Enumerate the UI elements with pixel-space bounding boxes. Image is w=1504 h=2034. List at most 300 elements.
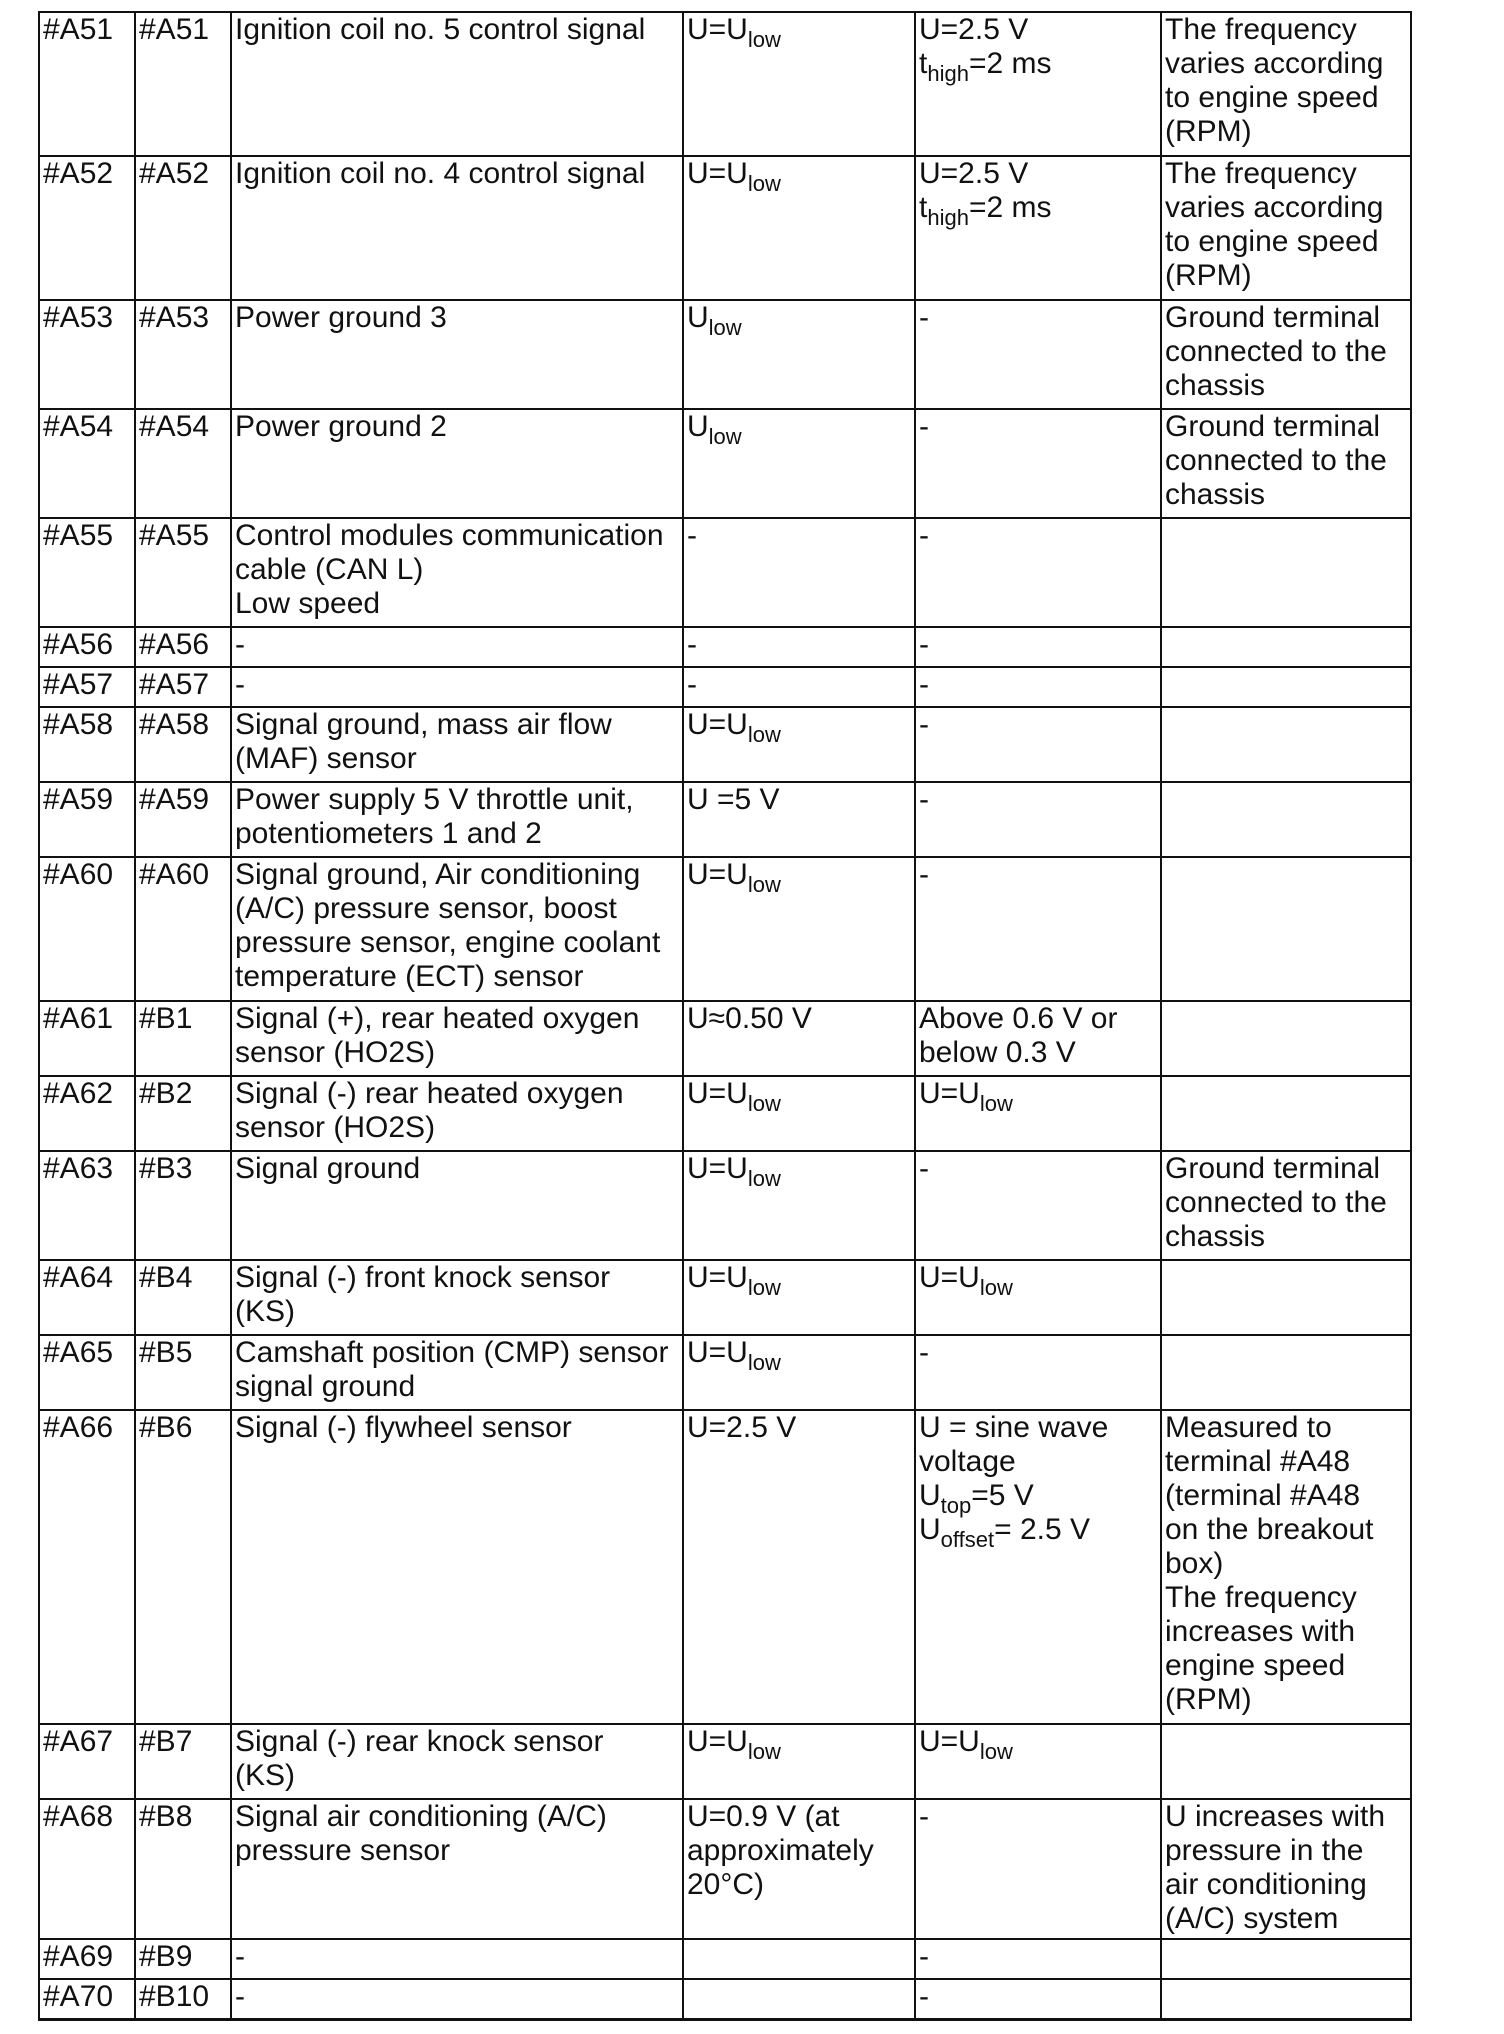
description-line: Signal (-) front knock sensor xyxy=(235,1261,611,1294)
measured-value-cell xyxy=(915,518,1161,627)
nominal-value-value-subscript: low xyxy=(747,1275,781,1300)
nominal-value-cell xyxy=(683,156,915,300)
pin-b-cell xyxy=(135,1151,231,1260)
description-cell xyxy=(231,1151,683,1260)
nominal-value-cell xyxy=(683,12,915,156)
note-cell xyxy=(1161,12,1411,156)
pin-b-cell xyxy=(135,518,231,627)
pin-b-label: #B4 xyxy=(139,1261,193,1294)
description-line: cable (CAN L) xyxy=(235,553,424,586)
note-line: varies according xyxy=(1165,191,1384,224)
note-cell xyxy=(1161,627,1411,667)
measured-value-line-subscript: high xyxy=(927,205,969,230)
nominal-value-value-base: U=U xyxy=(687,1152,748,1185)
pin-b-cell xyxy=(135,1939,231,1979)
measured-value-line xyxy=(919,1513,1156,1552)
pin-b-cell xyxy=(135,300,231,409)
note-line: to engine speed xyxy=(1165,81,1379,114)
measured-value-line-suffix: = 2.5 V xyxy=(994,1513,1090,1546)
note-line: box) xyxy=(1165,1547,1224,1580)
note-cell xyxy=(1161,1724,1411,1799)
note-line: chassis xyxy=(1165,1220,1266,1253)
nominal-value-cell xyxy=(683,1939,915,1979)
description-cell xyxy=(231,1979,683,2019)
pin-a-cell xyxy=(39,1001,135,1076)
pin-b-label: #B8 xyxy=(139,1800,193,1833)
note-line: chassis xyxy=(1165,369,1266,402)
pin-b-label: #A60 xyxy=(139,858,210,891)
pin-a-label: #A62 xyxy=(43,1077,114,1110)
pin-b-cell xyxy=(135,782,231,857)
nominal-value-value-base: U=U xyxy=(687,1336,748,1369)
note-cell xyxy=(1161,857,1411,1001)
measured-value-line-suffix: =2 ms xyxy=(968,47,1052,80)
pin-a-cell xyxy=(39,627,135,667)
description-line: Control modules communication xyxy=(235,519,664,552)
pin-b-label: #A53 xyxy=(139,301,210,334)
pin-a-cell xyxy=(39,857,135,1001)
description-line: Signal (+), rear heated oxygen xyxy=(235,1002,640,1035)
note-line: engine speed xyxy=(1165,1649,1346,1682)
note-line: U increases with xyxy=(1165,1800,1386,1833)
description-line: - xyxy=(235,1940,245,1973)
measured-value-line: U=2.5 V xyxy=(919,13,1029,46)
description-cell xyxy=(231,1799,683,1939)
measured-value-value-subscript: low xyxy=(979,1739,1013,1764)
table-row xyxy=(39,518,1411,627)
measured-value-text: - xyxy=(919,1336,929,1369)
measured-value-line-base: t xyxy=(919,191,928,224)
nominal-value-cell xyxy=(683,782,915,857)
description-line: pressure sensor, engine coolant xyxy=(235,926,661,959)
pin-b-cell xyxy=(135,667,231,707)
table-row xyxy=(39,300,1411,409)
table-row xyxy=(39,1335,1411,1410)
table-row xyxy=(39,1076,1411,1151)
measured-value-text: - xyxy=(919,668,929,701)
description-cell xyxy=(231,782,683,857)
pin-a-cell xyxy=(39,1939,135,1979)
nominal-value-cell xyxy=(683,1076,915,1151)
pin-a-cell xyxy=(39,518,135,627)
measured-value-cell xyxy=(915,12,1161,156)
measured-value-cell xyxy=(915,857,1161,1001)
pin-b-label: #A59 xyxy=(139,783,210,816)
pin-b-label: #A52 xyxy=(139,157,210,190)
measured-value-text: - xyxy=(919,858,929,891)
pin-b-label: #A58 xyxy=(139,708,210,741)
measured-value-text: - xyxy=(919,1980,929,2013)
pin-a-label: #A60 xyxy=(43,858,114,891)
table-row xyxy=(39,1410,1411,1724)
pin-b-label: #B6 xyxy=(139,1411,193,1444)
nominal-value-text: - xyxy=(687,628,697,661)
pin-a-cell xyxy=(39,667,135,707)
table-row xyxy=(39,1001,1411,1076)
nominal-value-value xyxy=(687,410,910,449)
description-line: Signal air conditioning (A/C) xyxy=(235,1800,607,1833)
pin-b-cell xyxy=(135,1260,231,1335)
description-cell xyxy=(231,1076,683,1151)
pin-a-label: #A69 xyxy=(43,1940,114,1973)
nominal-value-value xyxy=(687,13,910,52)
pin-a-cell xyxy=(39,1076,135,1151)
nominal-value-value xyxy=(687,1152,910,1191)
table-row xyxy=(39,1260,1411,1335)
measured-value-cell xyxy=(915,1076,1161,1151)
note-line: (RPM) xyxy=(1165,259,1252,292)
description-cell xyxy=(231,300,683,409)
measured-value-line: U = sine wave xyxy=(919,1411,1109,1444)
nominal-value-value-base: U=U xyxy=(687,13,748,46)
nominal-value-value xyxy=(687,1077,910,1116)
pin-b-cell xyxy=(135,1979,231,2019)
note-line: on the breakout xyxy=(1165,1513,1374,1546)
table-row xyxy=(39,1151,1411,1260)
table-row xyxy=(39,1979,1411,2019)
note-line: air conditioning xyxy=(1165,1868,1367,1901)
pin-a-cell xyxy=(39,782,135,857)
description-cell xyxy=(231,1939,683,1979)
measured-value-cell xyxy=(915,300,1161,409)
pin-b-cell xyxy=(135,1799,231,1939)
pin-a-label: #A61 xyxy=(43,1002,114,1035)
pinout-table-body xyxy=(39,12,1411,2019)
description-cell xyxy=(231,518,683,627)
measured-value-line-base: t xyxy=(919,47,928,80)
note-line: Ground terminal xyxy=(1165,410,1381,443)
pin-a-label: #A63 xyxy=(43,1152,114,1185)
nominal-value-text: - xyxy=(687,668,697,701)
description-line: signal ground xyxy=(235,1370,416,1403)
nominal-value-line: approximately xyxy=(687,1834,874,1867)
measured-value-line-suffix: =2 ms xyxy=(968,191,1052,224)
pin-a-label: #A54 xyxy=(43,410,114,443)
measured-value-text: - xyxy=(919,410,929,443)
description-line: sensor (HO2S) xyxy=(235,1036,436,1069)
note-line: increases with xyxy=(1165,1615,1356,1648)
measured-value-value-subscript: low xyxy=(979,1091,1013,1116)
nominal-value-value-subscript: low xyxy=(747,1166,781,1191)
measured-value-line: U=2.5 V xyxy=(919,157,1029,190)
description-line: Camshaft position (CMP) sensor xyxy=(235,1336,669,1369)
nominal-value-cell xyxy=(683,707,915,782)
nominal-value-value xyxy=(687,858,910,897)
nominal-value-line: 20°C) xyxy=(687,1868,765,1901)
measured-value-text: - xyxy=(919,519,929,552)
measured-value-value-base: U=U xyxy=(919,1077,980,1110)
note-cell xyxy=(1161,1001,1411,1076)
measured-value-cell xyxy=(915,1939,1161,1979)
measured-value-cell xyxy=(915,1260,1161,1335)
pinout-table xyxy=(38,11,1412,2021)
nominal-value-value xyxy=(687,301,910,340)
pin-a-cell xyxy=(39,1260,135,1335)
pin-b-label: #B9 xyxy=(139,1940,193,1973)
description-cell xyxy=(231,1335,683,1410)
pin-a-label: #A70 xyxy=(43,1980,114,2013)
pin-b-label: #B2 xyxy=(139,1077,193,1110)
nominal-value-value-subscript: low xyxy=(747,171,781,196)
measured-value-text: - xyxy=(919,1800,929,1833)
nominal-value-value-subscript: low xyxy=(747,27,781,52)
nominal-value-text: U≈0.50 V xyxy=(687,1002,812,1035)
nominal-value-cell xyxy=(683,409,915,518)
measured-value-text: - xyxy=(919,1152,929,1185)
nominal-value-value-subscript: low xyxy=(747,1350,781,1375)
note-line: varies according xyxy=(1165,47,1384,80)
note-line: chassis xyxy=(1165,478,1266,511)
measured-value-cell xyxy=(915,1410,1161,1724)
nominal-value-cell xyxy=(683,1001,915,1076)
nominal-value-value xyxy=(687,1725,910,1764)
description-line: (KS) xyxy=(235,1759,295,1792)
nominal-value-value-base: U=U xyxy=(687,1725,748,1758)
description-line: temperature (ECT) sensor xyxy=(235,960,584,993)
pin-a-label: #A64 xyxy=(43,1261,114,1294)
nominal-value-value-base: U=U xyxy=(687,858,748,891)
pin-a-label: #A55 xyxy=(43,519,114,552)
description-line: Ignition coil no. 5 control signal xyxy=(235,13,646,46)
pin-b-label: #B5 xyxy=(139,1336,193,1369)
nominal-value-value-subscript: low xyxy=(747,722,781,747)
nominal-value-value-subscript: low xyxy=(747,1739,781,1764)
measured-value-line-subscript: high xyxy=(927,61,969,86)
note-line: (terminal #A48 xyxy=(1165,1479,1361,1512)
note-line: The frequency xyxy=(1165,1581,1357,1614)
note-line: Measured to xyxy=(1165,1411,1332,1444)
measured-value-cell xyxy=(915,409,1161,518)
table-row xyxy=(39,409,1411,518)
pin-a-cell xyxy=(39,12,135,156)
pin-b-cell xyxy=(135,857,231,1001)
nominal-value-text: - xyxy=(687,519,697,552)
note-line: The frequency xyxy=(1165,13,1357,46)
pin-a-label: #A52 xyxy=(43,157,114,190)
note-cell xyxy=(1161,1799,1411,1939)
measured-value-line: below 0.3 V xyxy=(919,1036,1076,1069)
nominal-value-cell xyxy=(683,667,915,707)
measured-value-cell xyxy=(915,156,1161,300)
pin-b-cell xyxy=(135,1410,231,1724)
pin-a-cell xyxy=(39,1151,135,1260)
nominal-value-cell xyxy=(683,1335,915,1410)
description-line: (MAF) sensor xyxy=(235,742,417,775)
pin-b-label: #A54 xyxy=(139,410,210,443)
description-cell xyxy=(231,156,683,300)
pin-a-label: #A57 xyxy=(43,668,114,701)
table-row xyxy=(39,1799,1411,1939)
pin-a-label: #A51 xyxy=(43,13,114,46)
pin-b-cell xyxy=(135,1724,231,1799)
note-cell xyxy=(1161,300,1411,409)
description-line: sensor (HO2S) xyxy=(235,1111,436,1144)
table-row xyxy=(39,782,1411,857)
note-cell xyxy=(1161,667,1411,707)
note-cell xyxy=(1161,782,1411,857)
note-line: pressure in the xyxy=(1165,1834,1364,1867)
description-line: Power ground 3 xyxy=(235,301,447,334)
description-line: pressure sensor xyxy=(235,1834,451,1867)
pin-a-cell xyxy=(39,156,135,300)
measured-value-text: - xyxy=(919,783,929,816)
description-line: Signal (-) rear heated oxygen xyxy=(235,1077,624,1110)
measured-value-cell xyxy=(915,1151,1161,1260)
note-line: Ground terminal xyxy=(1165,301,1381,334)
measured-value-cell xyxy=(915,1335,1161,1410)
description-cell xyxy=(231,1001,683,1076)
nominal-value-value-base: U=U xyxy=(687,708,748,741)
description-line: Signal (-) flywheel sensor xyxy=(235,1411,572,1444)
measured-value-cell xyxy=(915,1979,1161,2019)
measured-value-text: - xyxy=(919,628,929,661)
note-line: (RPM) xyxy=(1165,1683,1252,1716)
measured-value-text: - xyxy=(919,708,929,741)
note-line: (RPM) xyxy=(1165,115,1252,148)
pin-b-label: #A51 xyxy=(139,13,210,46)
nominal-value-cell xyxy=(683,1799,915,1939)
pin-b-label: #A57 xyxy=(139,668,210,701)
measured-value-text: - xyxy=(919,1940,929,1973)
pin-a-label: #A67 xyxy=(43,1725,114,1758)
nominal-value-value-subscript: low xyxy=(747,872,781,897)
description-cell xyxy=(231,409,683,518)
description-cell xyxy=(231,1724,683,1799)
pin-b-label: #B10 xyxy=(139,1980,210,2013)
nominal-value-text: U=2.5 V xyxy=(687,1411,797,1444)
pin-b-cell xyxy=(135,12,231,156)
pin-a-label: #A59 xyxy=(43,783,114,816)
table-row xyxy=(39,1724,1411,1799)
note-cell xyxy=(1161,1335,1411,1410)
nominal-value-value-subscript: low xyxy=(747,1091,781,1116)
pin-b-cell xyxy=(135,1001,231,1076)
note-cell xyxy=(1161,1260,1411,1335)
measured-value-line: voltage xyxy=(919,1445,1016,1478)
nominal-value-value-base: U=U xyxy=(687,157,748,190)
pin-a-cell xyxy=(39,1979,135,2019)
note-cell xyxy=(1161,156,1411,300)
pin-a-label: #A68 xyxy=(43,1800,114,1833)
pin-a-cell xyxy=(39,409,135,518)
nominal-value-value-base: U=U xyxy=(687,1077,748,1110)
measured-value-value-base: U=U xyxy=(919,1261,980,1294)
measured-value-cell xyxy=(915,1799,1161,1939)
table-row xyxy=(39,857,1411,1001)
description-line: Power ground 2 xyxy=(235,410,447,443)
description-cell xyxy=(231,1410,683,1724)
pin-a-cell xyxy=(39,707,135,782)
pin-b-label: #A55 xyxy=(139,519,210,552)
nominal-value-cell xyxy=(683,1260,915,1335)
note-line: connected to the xyxy=(1165,335,1387,368)
nominal-value-cell xyxy=(683,1151,915,1260)
note-cell xyxy=(1161,1939,1411,1979)
pin-a-label: #A53 xyxy=(43,301,114,334)
measured-value-value-base: U=U xyxy=(919,1725,980,1758)
description-line: Signal ground xyxy=(235,1152,421,1185)
nominal-value-cell xyxy=(683,300,915,409)
note-cell xyxy=(1161,518,1411,627)
pin-b-cell xyxy=(135,707,231,782)
description-cell xyxy=(231,12,683,156)
nominal-value-value xyxy=(687,1336,910,1375)
nominal-value-value-base: U xyxy=(687,410,709,443)
description-cell xyxy=(231,707,683,782)
pin-b-cell xyxy=(135,1335,231,1410)
note-cell xyxy=(1161,1076,1411,1151)
nominal-value-value xyxy=(687,1261,910,1300)
nominal-value-value xyxy=(687,157,910,196)
table-row xyxy=(39,667,1411,707)
measured-value-line xyxy=(919,191,1156,230)
description-cell xyxy=(231,667,683,707)
description-cell xyxy=(231,857,683,1001)
measured-value-line-subscript: top xyxy=(940,1493,972,1518)
pin-a-label: #A66 xyxy=(43,1411,114,1444)
nominal-value-cell xyxy=(683,1724,915,1799)
nominal-value-text: U =5 V xyxy=(687,783,780,816)
pin-b-label: #A56 xyxy=(139,628,210,661)
pin-a-cell xyxy=(39,1799,135,1939)
note-line: The frequency xyxy=(1165,157,1357,190)
nominal-value-value-base: U xyxy=(687,301,709,334)
note-line: connected to the xyxy=(1165,1186,1387,1219)
description-line: Low speed xyxy=(235,587,381,620)
note-cell xyxy=(1161,409,1411,518)
table-row xyxy=(39,156,1411,300)
nominal-value-value-base: U=U xyxy=(687,1261,748,1294)
measured-value-value xyxy=(919,1077,1156,1116)
measured-value-value-subscript: low xyxy=(979,1275,1013,1300)
measured-value-cell xyxy=(915,1724,1161,1799)
pin-a-cell xyxy=(39,300,135,409)
note-cell xyxy=(1161,707,1411,782)
measured-value-line-base: U xyxy=(919,1513,941,1546)
table-row xyxy=(39,707,1411,782)
pin-b-cell xyxy=(135,627,231,667)
pin-a-label: #A58 xyxy=(43,708,114,741)
description-cell xyxy=(231,627,683,667)
measured-value-line xyxy=(919,1479,1156,1518)
pin-b-cell xyxy=(135,409,231,518)
note-line: Ground terminal xyxy=(1165,1152,1381,1185)
pin-a-cell xyxy=(39,1410,135,1724)
description-line: - xyxy=(235,628,245,661)
measured-value-cell xyxy=(915,667,1161,707)
measured-value-line-suffix: =5 V xyxy=(971,1479,1034,1512)
pin-a-label: #A56 xyxy=(43,628,114,661)
pin-a-cell xyxy=(39,1335,135,1410)
pin-a-label: #A65 xyxy=(43,1336,114,1369)
nominal-value-value-subscript: low xyxy=(708,424,742,449)
pin-b-label: #B3 xyxy=(139,1152,193,1185)
description-cell xyxy=(231,1260,683,1335)
pin-b-cell xyxy=(135,1076,231,1151)
measured-value-value xyxy=(919,1725,1156,1764)
nominal-value-cell xyxy=(683,857,915,1001)
description-line: Signal ground, mass air flow xyxy=(235,708,612,741)
note-line: terminal #A48 xyxy=(1165,1445,1351,1478)
description-line: Power supply 5 V throttle unit, xyxy=(235,783,634,816)
note-cell xyxy=(1161,1979,1411,2019)
nominal-value-line: U=0.9 V (at xyxy=(687,1800,840,1833)
description-line: Signal ground, Air conditioning xyxy=(235,858,641,891)
measured-value-cell xyxy=(915,627,1161,667)
table-row xyxy=(39,1939,1411,1979)
table-row xyxy=(39,12,1411,156)
nominal-value-value xyxy=(687,708,910,747)
